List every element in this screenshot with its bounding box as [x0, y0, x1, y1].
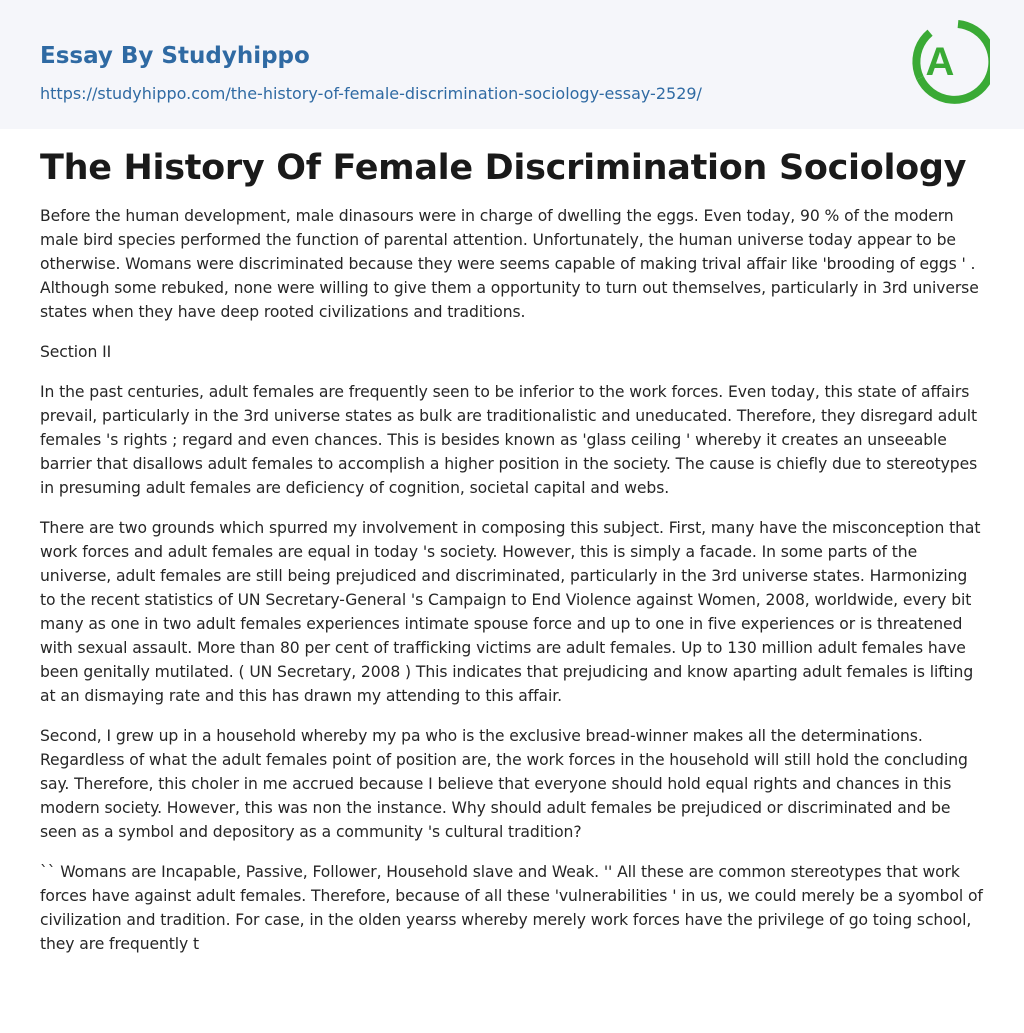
site-header [0, 0, 1024, 129]
site-title[interactable]: Essay By Studyhippo [40, 43, 310, 69]
paragraph-past-centuries: In the past centuries, adult females are frequently seen to be inferior to the work forces. Even today, this state of affairs prevail, particularly in the 3rd universe states as bulk are traditionalistic and uneducated. Therefore, they disregard adult females 's rights ; regard and even chances. This is besides known as 'glass ceiling ' whereby it creates an unseeable barrier that disallows adult females to accomplish a higher position in the society. The cause is chiefly due to stereotypes in presuming adult females are deficiency of cognition, societal capital and webs. [40, 383, 978, 497]
paragraph-intro: Before the human development, male dinasours were in charge of dwelling the eggs. Even today, 90 % of the modern male bird species performed the function of parental attention. Unfortunately, the human universe today appear to be otherwise. Womans were discriminated because they were seems capable of making trival affair like 'brooding of eggs ' . Although some rebuked, none were willing to give them a opportunity to turn out themselves, particularly in 3rd universe states when they have deep rooted civilizations and traditions. [40, 207, 979, 321]
essay-url-link[interactable]: https://studyhippo.com/the-history-of-female-discrimination-sociology-essay-2529/ [40, 84, 702, 103]
essay-content [40, 140, 986, 972]
paragraph-household: Second, I grew up in a household whereby my pa who is the exclusive bread-winner makes all the determinations. Regardless of what the adult females point of position are, the work forces in the household will still hold the concluding say. Therefore, this choler in me accrued because I believe that everyone should hold equal rights and chances in this modern society. However, this was non the instance. Why should adult females be prejudiced or discriminated and be seen as a symbol and depository as a community 's cultural tradition? [40, 727, 968, 841]
studyhippo-logo-icon[interactable] [910, 18, 990, 108]
page-title: The History Of Female Discrimination Sociology [40, 148, 967, 188]
paragraph-stereotypes: `` Womans are Incapable, Passive, Follower, Household slave and Weak. '' All these are common stereotypes that work forces have against adult females. Therefore, because of all these 'vulnerabilities ' in us, we could merely be a syombol of civilization and tradition. For case, in the olden yearss whereby merely work forces have the privilege of go toing school, they are frequently t [40, 863, 983, 953]
section-label: Section II [40, 343, 112, 361]
paragraph-two-grounds: There are two grounds which spurred my involvement in composing this subject. First, many have the misconception that work forces and adult females are equal in today 's society. However, this is simply a facade. In some parts of the universe, adult females are still being prejudiced and discriminated, particularly in the 3rd universe states. Harmonizing to the recent statistics of UN Secretary-General 's Campaign to End Violence against Women, 2008, worldwide, every bit many as one in two adult females experiences intimate spouse force and up to one in five experiences or is threatened with sexual assault. More than 80 per cent of trafficking victims are adult females. Up to 130 million adult females have been genitally mutilated. ( UN Secretary, 2008 ) This indicates that prejudicing and know aparting adult females is lifting at an dismaying rate and this has drawn my attending to this affair. [40, 519, 981, 705]
logo-letter: A [925, 40, 955, 84]
